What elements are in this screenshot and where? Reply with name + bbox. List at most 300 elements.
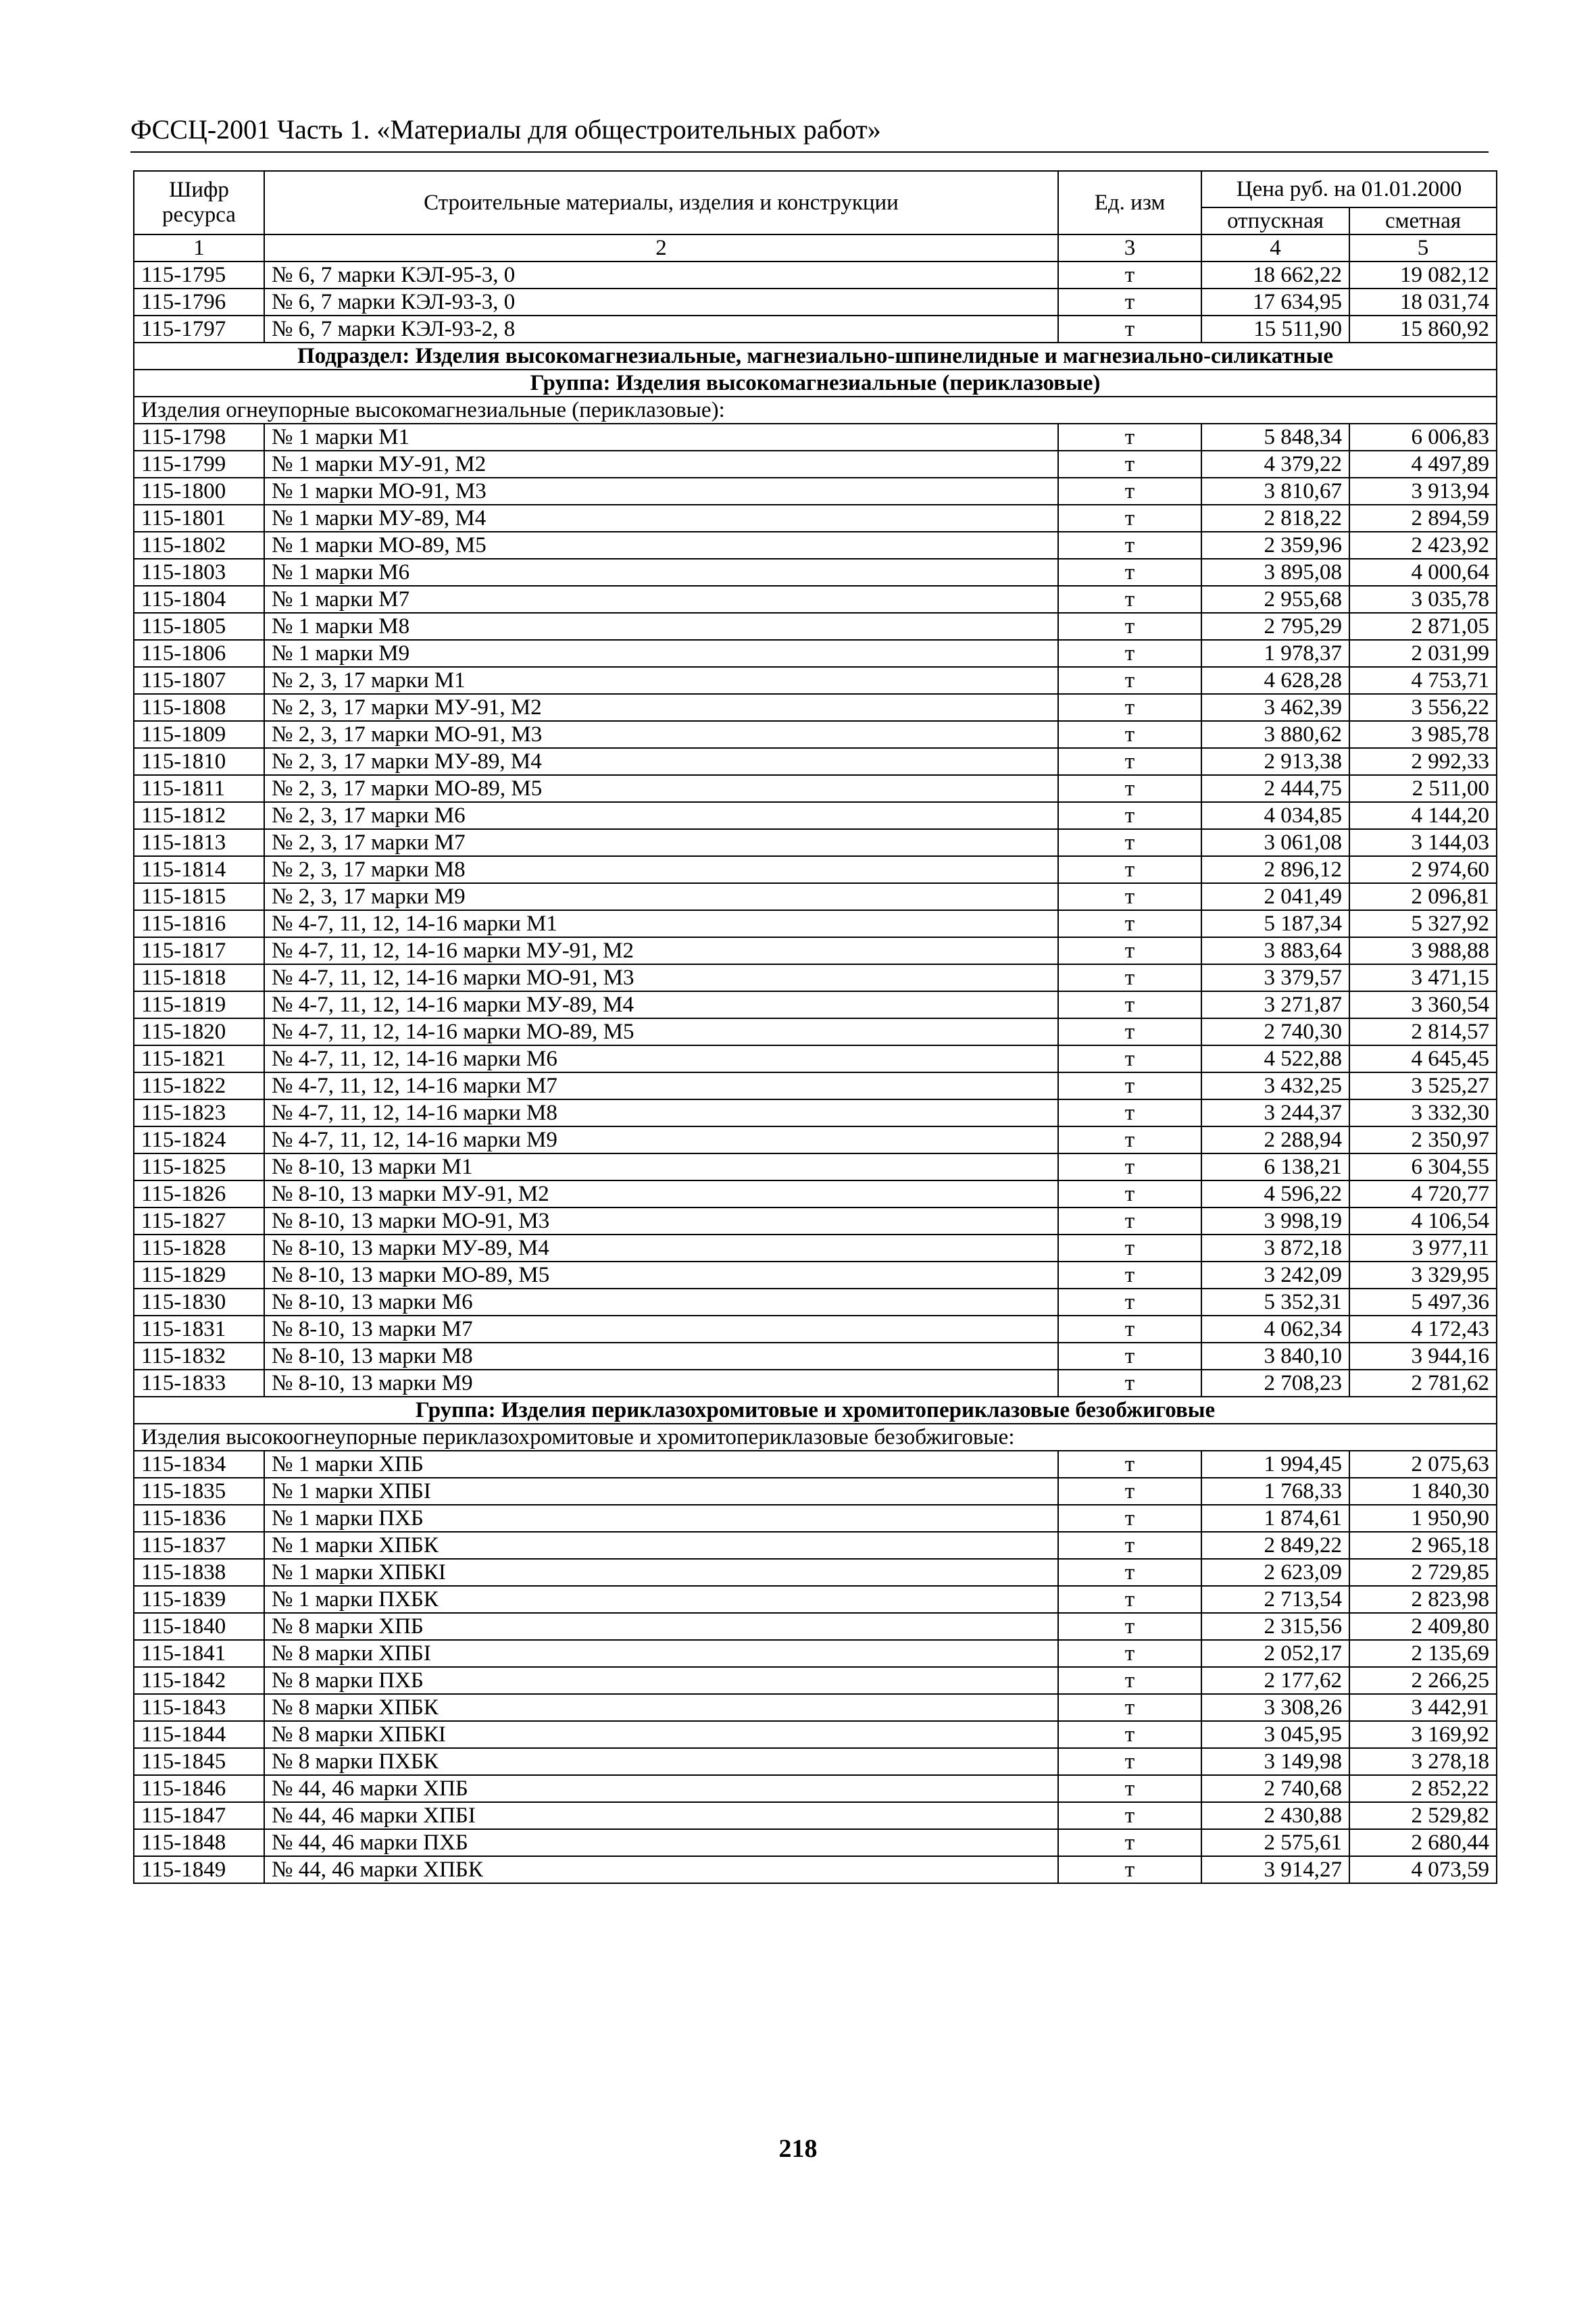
estimate-price: 3 988,88 bbox=[1349, 937, 1497, 964]
table-row bbox=[134, 1208, 1497, 1235]
resource-code: 115-1797 bbox=[134, 316, 264, 343]
material-name: № 1 марки ХПБI bbox=[264, 1478, 1058, 1505]
header-price: Цена руб. на 01.01.2000 bbox=[1201, 171, 1497, 207]
release-price: 2 849,22 bbox=[1201, 1532, 1349, 1559]
estimate-price: 5 327,92 bbox=[1349, 910, 1497, 937]
material-name: № 8-10, 13 марки М9 bbox=[264, 1370, 1058, 1397]
material-name: № 1 марки М9 bbox=[264, 640, 1058, 667]
material-name: № 8 марки ХПБКI bbox=[264, 1721, 1058, 1748]
resource-code: 115-1825 bbox=[134, 1153, 264, 1180]
material-name: № 8 марки ХПБI bbox=[264, 1640, 1058, 1667]
unit: т bbox=[1058, 478, 1201, 505]
unit: т bbox=[1058, 451, 1201, 478]
release-price: 2 288,94 bbox=[1201, 1126, 1349, 1153]
release-price: 3 045,95 bbox=[1201, 1721, 1349, 1748]
resource-code: 115-1834 bbox=[134, 1451, 264, 1478]
estimate-price: 5 497,36 bbox=[1349, 1289, 1497, 1316]
material-name: № 6, 7 марки КЭЛ-95-3, 0 bbox=[264, 262, 1058, 289]
unit: т bbox=[1058, 289, 1201, 316]
table-row bbox=[134, 1045, 1497, 1072]
unit: т bbox=[1058, 1370, 1201, 1397]
table-row bbox=[134, 856, 1497, 883]
estimate-price: 2 031,99 bbox=[1349, 640, 1497, 667]
resource-code: 115-1808 bbox=[134, 694, 264, 721]
unit: т bbox=[1058, 964, 1201, 991]
release-price: 3 872,18 bbox=[1201, 1235, 1349, 1262]
release-price: 2 444,75 bbox=[1201, 775, 1349, 802]
unit: т bbox=[1058, 1505, 1201, 1532]
table-row bbox=[134, 1126, 1497, 1153]
table-row bbox=[134, 1586, 1497, 1613]
resource-code: 115-1827 bbox=[134, 1208, 264, 1235]
unit: т bbox=[1058, 1640, 1201, 1667]
release-price: 5 187,34 bbox=[1201, 910, 1349, 937]
unit: т bbox=[1058, 1262, 1201, 1289]
estimate-price: 4 753,71 bbox=[1349, 667, 1497, 694]
material-name: № 8-10, 13 марки МУ-91, М2 bbox=[264, 1180, 1058, 1208]
material-name: № 2, 3, 17 марки МО-91, М3 bbox=[264, 721, 1058, 748]
estimate-price: 2 894,59 bbox=[1349, 505, 1497, 532]
estimate-price: 18 031,74 bbox=[1349, 289, 1497, 316]
resource-code: 115-1839 bbox=[134, 1586, 264, 1613]
resource-code: 115-1844 bbox=[134, 1721, 264, 1748]
resource-code: 115-1820 bbox=[134, 1018, 264, 1045]
unit: т bbox=[1058, 316, 1201, 343]
estimate-price: 2 529,82 bbox=[1349, 1802, 1497, 1829]
unit: т bbox=[1058, 829, 1201, 856]
resource-code: 115-1847 bbox=[134, 1802, 264, 1829]
release-price: 2 913,38 bbox=[1201, 748, 1349, 775]
table-row bbox=[134, 964, 1497, 991]
material-name: № 6, 7 марки КЭЛ-93-2, 8 bbox=[264, 316, 1058, 343]
header-release-price: отпускная bbox=[1201, 207, 1349, 234]
resource-code: 115-1799 bbox=[134, 451, 264, 478]
release-price: 4 628,28 bbox=[1201, 667, 1349, 694]
estimate-price: 1 950,90 bbox=[1349, 1505, 1497, 1532]
unit: т bbox=[1058, 1667, 1201, 1694]
group-title: Группа: Изделия высокомагнезиальные (периклазовые) bbox=[134, 370, 1497, 397]
resource-code: 115-1796 bbox=[134, 289, 264, 316]
material-name: № 2, 3, 17 марки МО-89, М5 bbox=[264, 775, 1058, 802]
unit: т bbox=[1058, 1856, 1201, 1883]
resource-code: 115-1800 bbox=[134, 478, 264, 505]
table-row bbox=[134, 505, 1497, 532]
release-price: 15 511,90 bbox=[1201, 316, 1349, 343]
estimate-price: 1 840,30 bbox=[1349, 1478, 1497, 1505]
estimate-price: 3 360,54 bbox=[1349, 991, 1497, 1018]
section-title: Подраздел: Изделия высокомагнезиальные, магнезиально-шпинелидные и магнезиально-силикатные bbox=[134, 343, 1497, 370]
col-number: 5 bbox=[1349, 234, 1497, 262]
material-name: № 8-10, 13 марки МО-91, М3 bbox=[264, 1208, 1058, 1235]
unit: т bbox=[1058, 1451, 1201, 1478]
table-row bbox=[134, 1316, 1497, 1343]
resource-code: 115-1817 bbox=[134, 937, 264, 964]
table-row bbox=[134, 694, 1497, 721]
table-row bbox=[134, 451, 1497, 478]
release-price: 3 308,26 bbox=[1201, 1694, 1349, 1721]
release-price: 2 430,88 bbox=[1201, 1802, 1349, 1829]
unit: т bbox=[1058, 559, 1201, 586]
release-price: 3 895,08 bbox=[1201, 559, 1349, 586]
unit: т bbox=[1058, 1289, 1201, 1316]
estimate-price: 2 350,97 bbox=[1349, 1126, 1497, 1153]
table-row bbox=[134, 1505, 1497, 1532]
material-name: № 4-7, 11, 12, 14-16 марки МУ-91, М2 bbox=[264, 937, 1058, 964]
release-price: 3 149,98 bbox=[1201, 1748, 1349, 1775]
estimate-price: 3 144,03 bbox=[1349, 829, 1497, 856]
table-row bbox=[134, 1856, 1497, 1883]
release-price: 2 795,29 bbox=[1201, 613, 1349, 640]
table-row bbox=[134, 1532, 1497, 1559]
material-name: № 1 марки МУ-89, М4 bbox=[264, 505, 1058, 532]
table-row bbox=[134, 1072, 1497, 1099]
material-name: № 44, 46 марки ПХБ bbox=[264, 1829, 1058, 1856]
resource-code: 115-1823 bbox=[134, 1099, 264, 1126]
estimate-price: 6 006,83 bbox=[1349, 424, 1497, 451]
estimate-price: 2 075,63 bbox=[1349, 1451, 1497, 1478]
material-name: № 1 марки ПХБК bbox=[264, 1586, 1058, 1613]
material-name: № 2, 3, 17 марки М8 bbox=[264, 856, 1058, 883]
release-price: 2 708,23 bbox=[1201, 1370, 1349, 1397]
unit: т bbox=[1058, 1343, 1201, 1370]
release-price: 17 634,95 bbox=[1201, 289, 1349, 316]
material-name: № 8 марки ПХБ bbox=[264, 1667, 1058, 1694]
estimate-price: 19 082,12 bbox=[1349, 262, 1497, 289]
table-row bbox=[134, 1829, 1497, 1856]
table-row bbox=[134, 910, 1497, 937]
table-row bbox=[134, 1559, 1497, 1586]
release-price: 3 242,09 bbox=[1201, 1262, 1349, 1289]
release-price: 4 596,22 bbox=[1201, 1180, 1349, 1208]
resource-code: 115-1804 bbox=[134, 586, 264, 613]
estimate-price: 2 965,18 bbox=[1349, 1532, 1497, 1559]
table-row bbox=[134, 1748, 1497, 1775]
unit: т bbox=[1058, 1532, 1201, 1559]
table-row bbox=[134, 559, 1497, 586]
release-price: 3 244,37 bbox=[1201, 1099, 1349, 1126]
estimate-price: 3 471,15 bbox=[1349, 964, 1497, 991]
table-row bbox=[134, 1343, 1497, 1370]
unit: т bbox=[1058, 1153, 1201, 1180]
material-name: № 8-10, 13 марки МО-89, М5 bbox=[264, 1262, 1058, 1289]
material-name: № 1 марки М1 bbox=[264, 424, 1058, 451]
unit: т bbox=[1058, 532, 1201, 559]
resource-code: 115-1815 bbox=[134, 883, 264, 910]
resource-code: 115-1835 bbox=[134, 1478, 264, 1505]
resource-code: 115-1833 bbox=[134, 1370, 264, 1397]
table-row bbox=[134, 1775, 1497, 1802]
release-price: 1 874,61 bbox=[1201, 1505, 1349, 1532]
release-price: 2 575,61 bbox=[1201, 1829, 1349, 1856]
resource-code: 115-1819 bbox=[134, 991, 264, 1018]
release-price: 2 818,22 bbox=[1201, 505, 1349, 532]
release-price: 2 315,56 bbox=[1201, 1613, 1349, 1640]
material-name: № 4-7, 11, 12, 14-16 марки М8 bbox=[264, 1099, 1058, 1126]
estimate-price: 3 556,22 bbox=[1349, 694, 1497, 721]
table-row bbox=[134, 1262, 1497, 1289]
resource-code: 115-1848 bbox=[134, 1829, 264, 1856]
unit: т bbox=[1058, 856, 1201, 883]
release-price: 3 271,87 bbox=[1201, 991, 1349, 1018]
table-row bbox=[134, 586, 1497, 613]
resource-code: 115-1840 bbox=[134, 1613, 264, 1640]
resource-code: 115-1805 bbox=[134, 613, 264, 640]
material-name: № 1 марки М8 bbox=[264, 613, 1058, 640]
release-price: 2 359,96 bbox=[1201, 532, 1349, 559]
estimate-price: 3 944,16 bbox=[1349, 1343, 1497, 1370]
material-name: № 2, 3, 17 марки М6 bbox=[264, 802, 1058, 829]
release-price: 4 522,88 bbox=[1201, 1045, 1349, 1072]
material-name: № 1 марки М7 bbox=[264, 586, 1058, 613]
table-row bbox=[134, 721, 1497, 748]
estimate-price: 3 525,27 bbox=[1349, 1072, 1497, 1099]
unit: т bbox=[1058, 505, 1201, 532]
intro-row bbox=[134, 1424, 1497, 1451]
resource-code: 115-1814 bbox=[134, 856, 264, 883]
material-name: № 1 марки МУ-91, М2 bbox=[264, 451, 1058, 478]
material-name: № 8 марки ХПБК bbox=[264, 1694, 1058, 1721]
material-name: № 8 марки ХПБ bbox=[264, 1613, 1058, 1640]
header-code: Шифр ресурса bbox=[134, 171, 264, 234]
unit: т bbox=[1058, 1559, 1201, 1586]
unit: т bbox=[1058, 1829, 1201, 1856]
material-name: № 1 марки ХПБК bbox=[264, 1532, 1058, 1559]
release-price: 4 379,22 bbox=[1201, 451, 1349, 478]
group-title: Группа: Изделия периклазохромитовые и хромитопериклазовые безобжиговые bbox=[134, 1397, 1497, 1424]
table-row bbox=[134, 1613, 1497, 1640]
resource-code: 115-1841 bbox=[134, 1640, 264, 1667]
material-name: № 1 марки МО-91, М3 bbox=[264, 478, 1058, 505]
unit: т bbox=[1058, 1126, 1201, 1153]
release-price: 2 052,17 bbox=[1201, 1640, 1349, 1667]
resource-code: 115-1812 bbox=[134, 802, 264, 829]
release-price: 3 810,67 bbox=[1201, 478, 1349, 505]
unit: т bbox=[1058, 424, 1201, 451]
estimate-price: 4 106,54 bbox=[1349, 1208, 1497, 1235]
table-row bbox=[134, 1694, 1497, 1721]
unit: т bbox=[1058, 1072, 1201, 1099]
material-name: № 4-7, 11, 12, 14-16 марки МУ-89, М4 bbox=[264, 991, 1058, 1018]
release-price: 3 883,64 bbox=[1201, 937, 1349, 964]
estimate-price: 4 073,59 bbox=[1349, 1856, 1497, 1883]
unit: т bbox=[1058, 1208, 1201, 1235]
unit: т bbox=[1058, 1018, 1201, 1045]
table-row bbox=[134, 1640, 1497, 1667]
table-row bbox=[134, 478, 1497, 505]
material-name: № 1 марки М6 bbox=[264, 559, 1058, 586]
unit: т bbox=[1058, 775, 1201, 802]
resource-code: 115-1811 bbox=[134, 775, 264, 802]
estimate-price: 2 729,85 bbox=[1349, 1559, 1497, 1586]
section-row bbox=[134, 343, 1497, 370]
table-row bbox=[134, 1721, 1497, 1748]
resource-code: 115-1846 bbox=[134, 1775, 264, 1802]
release-price: 3 432,25 bbox=[1201, 1072, 1349, 1099]
release-price: 3 914,27 bbox=[1201, 1856, 1349, 1883]
header-name: Строительные материалы, изделия и конструкции bbox=[264, 171, 1058, 234]
header-unit: Ед. изм bbox=[1058, 171, 1201, 234]
release-price: 1 768,33 bbox=[1201, 1478, 1349, 1505]
resource-code: 115-1828 bbox=[134, 1235, 264, 1262]
resource-code: 115-1836 bbox=[134, 1505, 264, 1532]
material-name: № 8-10, 13 марки М1 bbox=[264, 1153, 1058, 1180]
unit: т bbox=[1058, 1721, 1201, 1748]
estimate-price: 2 823,98 bbox=[1349, 1586, 1497, 1613]
resource-code: 115-1818 bbox=[134, 964, 264, 991]
release-price: 2 740,68 bbox=[1201, 1775, 1349, 1802]
header-estimate-price: сметная bbox=[1349, 207, 1497, 234]
resource-code: 115-1842 bbox=[134, 1667, 264, 1694]
col-number: 3 bbox=[1058, 234, 1201, 262]
material-name: № 4-7, 11, 12, 14-16 марки М1 bbox=[264, 910, 1058, 937]
estimate-price: 2 423,92 bbox=[1349, 532, 1497, 559]
estimate-price: 3 442,91 bbox=[1349, 1694, 1497, 1721]
resource-code: 115-1849 bbox=[134, 1856, 264, 1883]
estimate-price: 2 781,62 bbox=[1349, 1370, 1497, 1397]
material-name: № 8-10, 13 марки М6 bbox=[264, 1289, 1058, 1316]
resource-code: 115-1843 bbox=[134, 1694, 264, 1721]
estimate-price: 4 720,77 bbox=[1349, 1180, 1497, 1208]
table-row bbox=[134, 1153, 1497, 1180]
unit: т bbox=[1058, 1748, 1201, 1775]
estimate-price: 3 169,92 bbox=[1349, 1721, 1497, 1748]
unit: т bbox=[1058, 910, 1201, 937]
estimate-price: 3 913,94 bbox=[1349, 478, 1497, 505]
col-number: 2 bbox=[264, 234, 1058, 262]
release-price: 2 623,09 bbox=[1201, 1559, 1349, 1586]
material-name: № 6, 7 марки КЭЛ-93-3, 0 bbox=[264, 289, 1058, 316]
estimate-price: 4 497,89 bbox=[1349, 451, 1497, 478]
release-price: 18 662,22 bbox=[1201, 262, 1349, 289]
resource-code: 115-1829 bbox=[134, 1262, 264, 1289]
col-number: 1 bbox=[134, 234, 264, 262]
material-name: № 44, 46 марки ХПБ bbox=[264, 1775, 1058, 1802]
material-name: № 1 марки ХПБКI bbox=[264, 1559, 1058, 1586]
material-name: № 1 марки МО-89, М5 bbox=[264, 532, 1058, 559]
unit: т bbox=[1058, 1694, 1201, 1721]
material-name: № 4-7, 11, 12, 14-16 марки М9 bbox=[264, 1126, 1058, 1153]
unit: т bbox=[1058, 1045, 1201, 1072]
table-row bbox=[134, 1451, 1497, 1478]
unit: т bbox=[1058, 667, 1201, 694]
table-row bbox=[134, 829, 1497, 856]
table-row bbox=[134, 991, 1497, 1018]
unit: т bbox=[1058, 1235, 1201, 1262]
estimate-price: 3 977,11 bbox=[1349, 1235, 1497, 1262]
unit: т bbox=[1058, 937, 1201, 964]
unit: т bbox=[1058, 1316, 1201, 1343]
release-price: 5 352,31 bbox=[1201, 1289, 1349, 1316]
price-table bbox=[133, 170, 1497, 1884]
table-row bbox=[134, 424, 1497, 451]
unit: т bbox=[1058, 721, 1201, 748]
release-price: 3 840,10 bbox=[1201, 1343, 1349, 1370]
table-row bbox=[134, 802, 1497, 829]
resource-code: 115-1795 bbox=[134, 262, 264, 289]
material-name: № 1 марки ХПБ bbox=[264, 1451, 1058, 1478]
estimate-price: 2 814,57 bbox=[1349, 1018, 1497, 1045]
resource-code: 115-1838 bbox=[134, 1559, 264, 1586]
table-row bbox=[134, 262, 1497, 289]
table-row bbox=[134, 1099, 1497, 1126]
table-row bbox=[134, 640, 1497, 667]
release-price: 3 462,39 bbox=[1201, 694, 1349, 721]
estimate-price: 15 860,92 bbox=[1349, 316, 1497, 343]
estimate-price: 2 409,80 bbox=[1349, 1613, 1497, 1640]
release-price: 4 034,85 bbox=[1201, 802, 1349, 829]
resource-code: 115-1803 bbox=[134, 559, 264, 586]
material-name: № 1 марки ПХБ bbox=[264, 1505, 1058, 1532]
unit: т bbox=[1058, 748, 1201, 775]
estimate-price: 2 096,81 bbox=[1349, 883, 1497, 910]
unit: т bbox=[1058, 1802, 1201, 1829]
material-name: № 2, 3, 17 марки М7 bbox=[264, 829, 1058, 856]
estimate-price: 2 511,00 bbox=[1349, 775, 1497, 802]
unit: т bbox=[1058, 802, 1201, 829]
table-row bbox=[134, 1289, 1497, 1316]
material-name: № 8-10, 13 марки М7 bbox=[264, 1316, 1058, 1343]
table-row bbox=[134, 937, 1497, 964]
release-price: 3 998,19 bbox=[1201, 1208, 1349, 1235]
resource-code: 115-1801 bbox=[134, 505, 264, 532]
estimate-price: 2 871,05 bbox=[1349, 613, 1497, 640]
table-row bbox=[134, 532, 1497, 559]
resource-code: 115-1802 bbox=[134, 532, 264, 559]
estimate-price: 3 278,18 bbox=[1349, 1748, 1497, 1775]
table-row bbox=[134, 1018, 1497, 1045]
estimate-price: 2 135,69 bbox=[1349, 1640, 1497, 1667]
group-row bbox=[134, 370, 1497, 397]
page-header: ФССЦ-2001 Часть 1. «Материалы для общестроительных работ» bbox=[130, 114, 1489, 153]
estimate-price: 2 852,22 bbox=[1349, 1775, 1497, 1802]
material-name: № 4-7, 11, 12, 14-16 марки МО-89, М5 bbox=[264, 1018, 1058, 1045]
resource-code: 115-1832 bbox=[134, 1343, 264, 1370]
estimate-price: 2 992,33 bbox=[1349, 748, 1497, 775]
release-price: 2 955,68 bbox=[1201, 586, 1349, 613]
unit: т bbox=[1058, 613, 1201, 640]
unit: т bbox=[1058, 1586, 1201, 1613]
table-row bbox=[134, 1370, 1497, 1397]
table-row bbox=[134, 289, 1497, 316]
group-intro: Изделия высокоогнеупорные периклазохромитовые и хромитопериклазовые безобжиговые: bbox=[134, 1424, 1497, 1451]
material-name: № 2, 3, 17 марки МУ-89, М4 bbox=[264, 748, 1058, 775]
resource-code: 115-1822 bbox=[134, 1072, 264, 1099]
unit: т bbox=[1058, 586, 1201, 613]
release-price: 3 061,08 bbox=[1201, 829, 1349, 856]
material-name: № 8-10, 13 марки М8 bbox=[264, 1343, 1058, 1370]
unit: т bbox=[1058, 1613, 1201, 1640]
resource-code: 115-1806 bbox=[134, 640, 264, 667]
resource-code: 115-1837 bbox=[134, 1532, 264, 1559]
release-price: 1 978,37 bbox=[1201, 640, 1349, 667]
release-price: 2 740,30 bbox=[1201, 1018, 1349, 1045]
table-row bbox=[134, 1802, 1497, 1829]
resource-code: 115-1813 bbox=[134, 829, 264, 856]
estimate-price: 3 985,78 bbox=[1349, 721, 1497, 748]
estimate-price: 3 329,95 bbox=[1349, 1262, 1497, 1289]
unit: т bbox=[1058, 694, 1201, 721]
table-row bbox=[134, 1180, 1497, 1208]
table-row bbox=[134, 667, 1497, 694]
release-price: 1 994,45 bbox=[1201, 1451, 1349, 1478]
intro-row bbox=[134, 397, 1497, 424]
estimate-price: 4 144,20 bbox=[1349, 802, 1497, 829]
material-name: № 2, 3, 17 марки М9 bbox=[264, 883, 1058, 910]
release-price: 2 177,62 bbox=[1201, 1667, 1349, 1694]
material-name: № 8-10, 13 марки МУ-89, М4 bbox=[264, 1235, 1058, 1262]
unit: т bbox=[1058, 1775, 1201, 1802]
material-name: № 44, 46 марки ХПБI bbox=[264, 1802, 1058, 1829]
